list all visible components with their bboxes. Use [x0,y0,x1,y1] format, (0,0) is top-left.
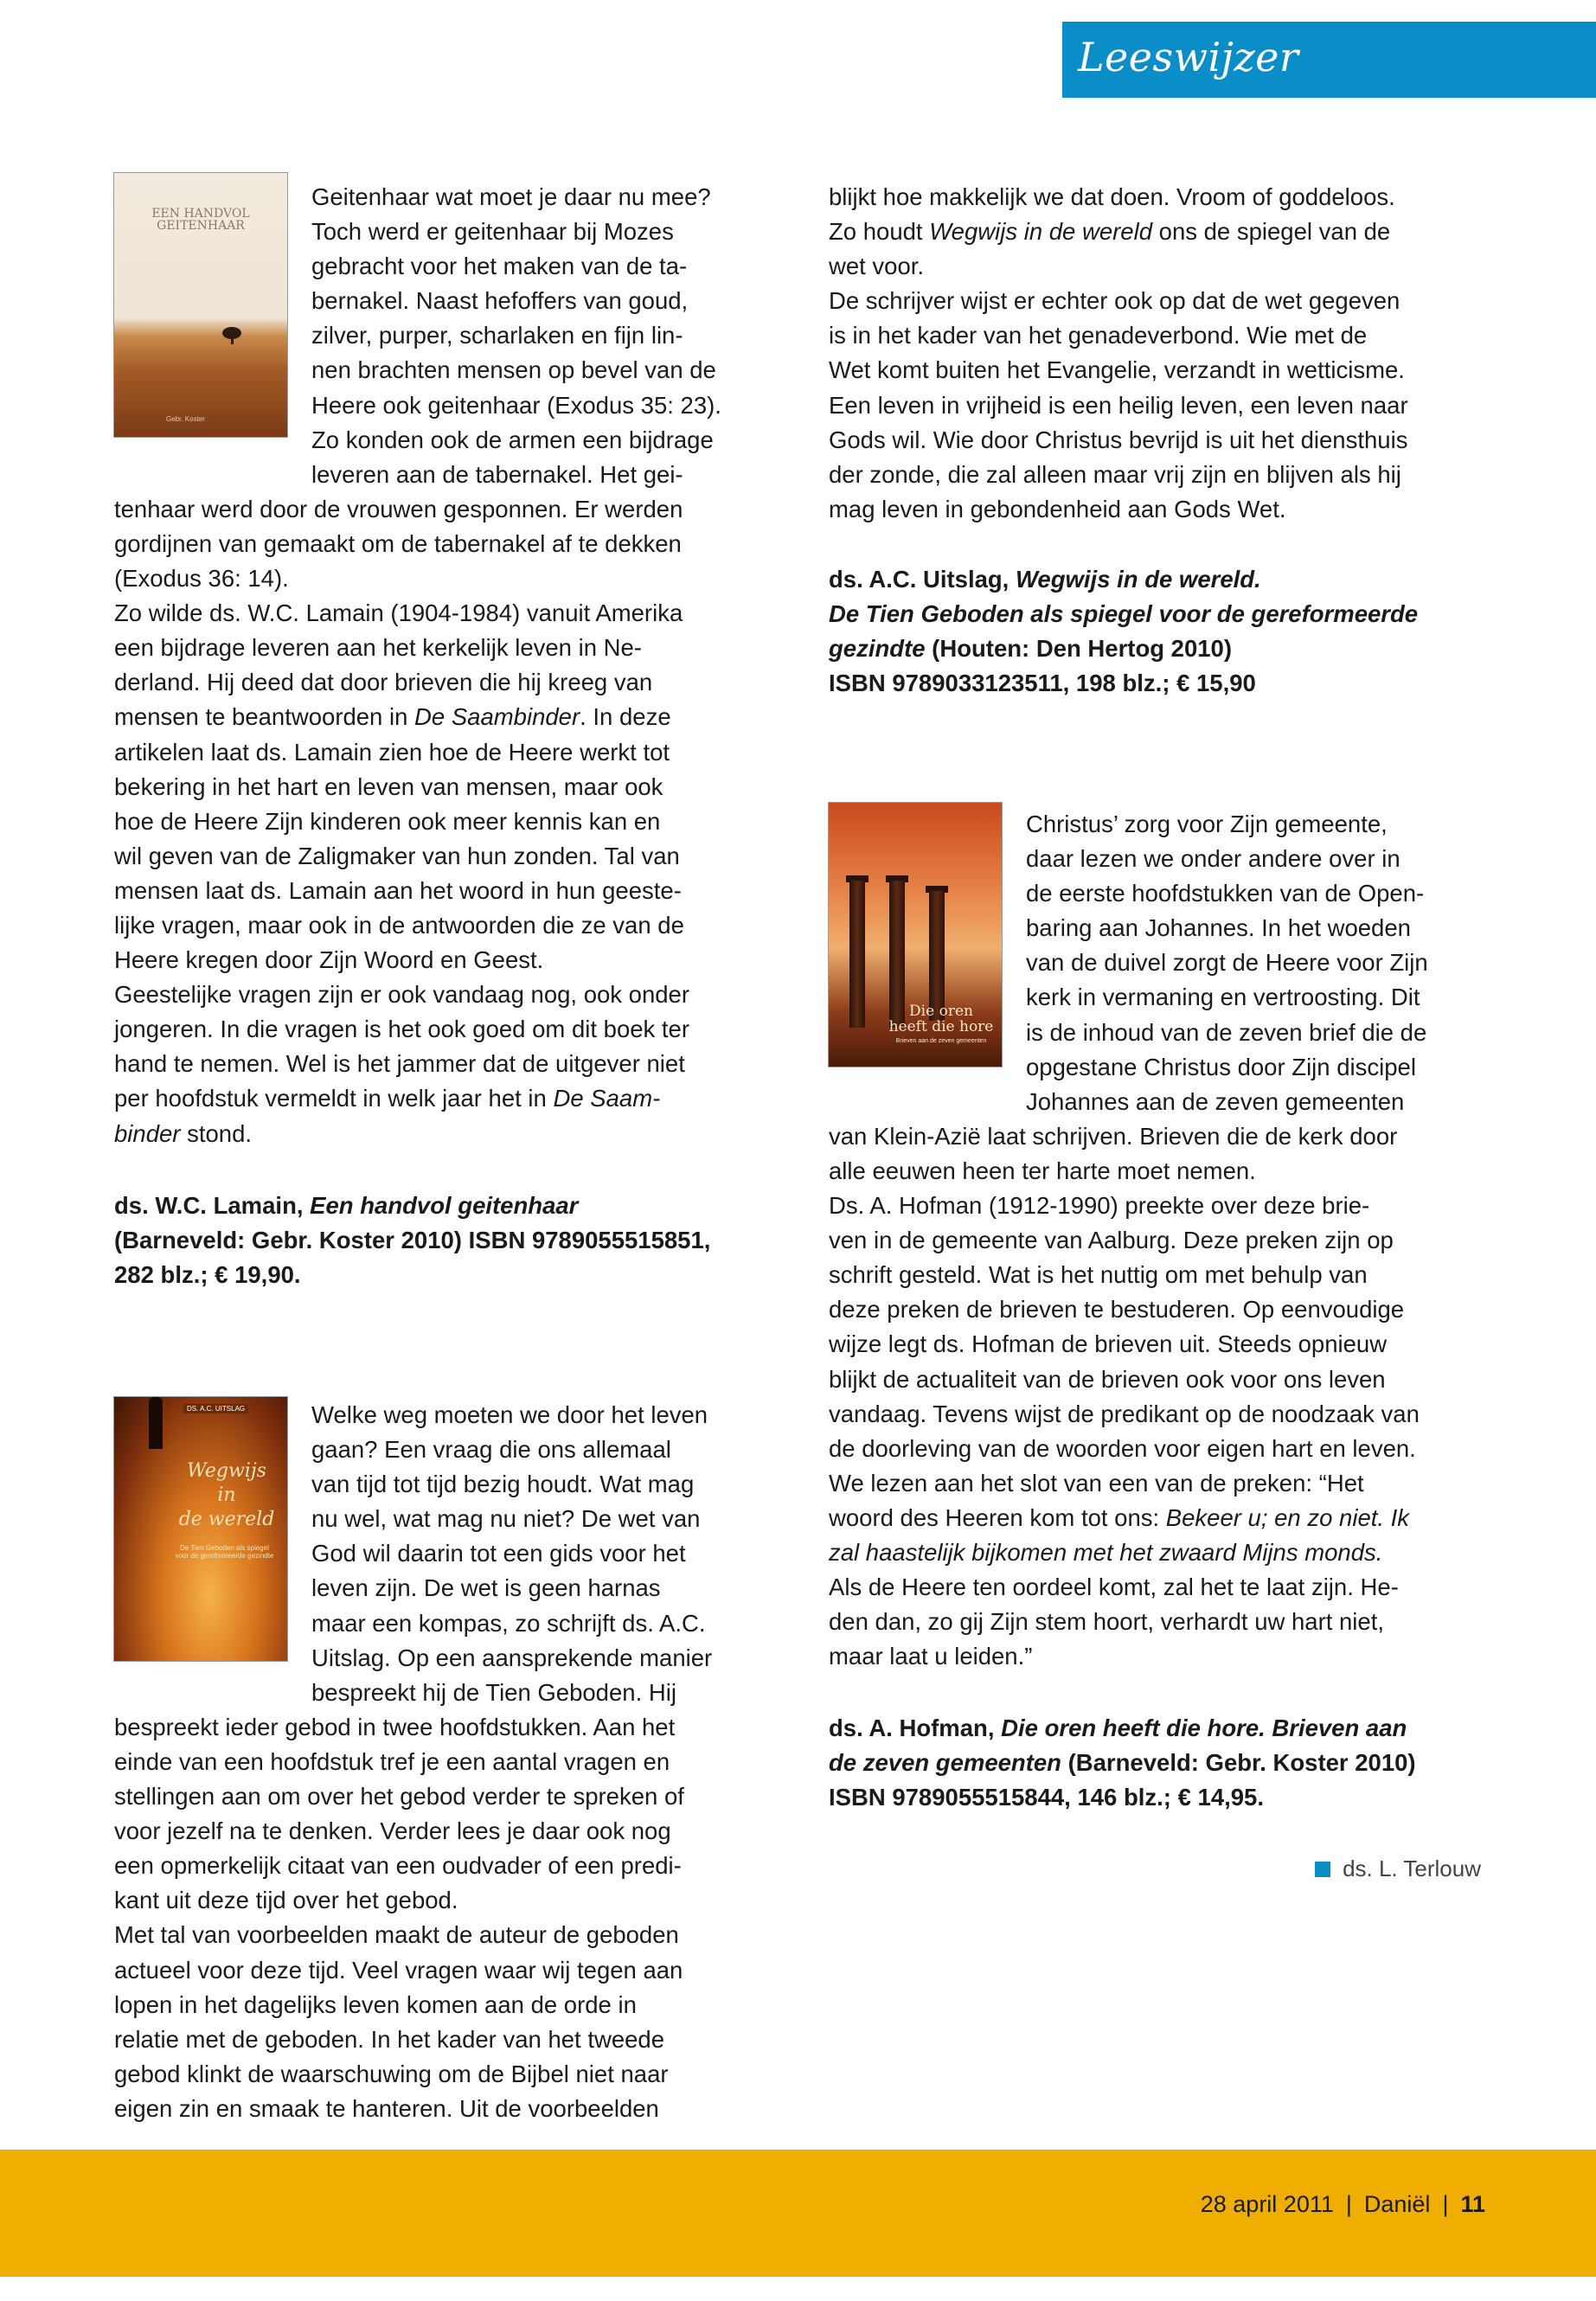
text: hoe de Heere Zijn kinderen ook meer kennis kan en [114,807,661,835]
text: God wil daarin tot een gids voor het [311,1540,686,1567]
text-line [114,1047,772,1081]
text: wet voor. [829,253,925,280]
text-line [114,1641,772,1676]
text-line [114,977,772,1012]
section-title: Leeswijzer [1078,34,1299,80]
text-line [114,1779,772,1814]
italic-text: zal haastelijk bijkomen met het zwaard Mijns monds. [829,1538,1383,1566]
text-line [114,1398,772,1433]
text: is de inhoud van de zeven brief die de [1026,1018,1427,1046]
cover-title: EEN HANDVOL GEITENHAAR [151,207,250,233]
text-line [114,249,772,284]
text: (Exodus 36: 14). [114,565,289,593]
text-line [829,423,1486,458]
text: . In deze [580,703,671,731]
italic-text: Een handvol geitenhaar [310,1192,579,1219]
text: bekering in het hart en leven van mensen, maar ook [114,772,663,800]
text: leveren aan de tabernakel. Het gei- [311,460,683,488]
text-line [114,839,772,874]
text-line [114,1258,772,1292]
text: der zonde, die zal alleen maar vrij zijn en blijven als hij [829,460,1401,488]
text: een bijdrage leveren aan het kerkelijk leven in Ne- [114,634,642,662]
text: (Barneveld: Gebr. Koster 2010) ISBN 9789055515851, [114,1227,711,1254]
text-line [829,1535,1486,1570]
text: van tijd tot tijd bezig houdt. Wat mag [311,1471,695,1498]
text-line [114,2057,772,2092]
review-lamain-text [114,180,772,1151]
text-line [829,1711,1486,1746]
text: Wet komt buiten het Evangelie, verzandt in wetticisme. [829,356,1405,384]
text: Welke weg moeten we door het leven [311,1401,708,1428]
text: stond. [180,1119,253,1147]
text: nen brachten mensen op bevel van de [311,356,716,384]
text-line [829,945,1486,980]
text-line [114,284,772,318]
text: deze preken de brieven te bestuderen. Op eenvoudige [829,1296,1405,1324]
text-line [114,874,772,908]
text-line [829,1223,1486,1258]
text-line [114,1988,772,2022]
text: blijkt de actualiteit van de brieven ook voor ons leven [829,1365,1386,1393]
text: gordijnen van gemaakt om de tabernakel af te dekken [114,529,682,557]
text-line [114,1467,772,1502]
italic-text: Wegwijs in de wereld. [1015,566,1261,593]
text: relatie met de geboden. In het kader van het tweede [114,2025,664,2053]
cover-title-line: heeft die hore [888,1018,994,1035]
text-line [829,492,1486,527]
text-line [114,2092,772,2126]
text-line [829,980,1486,1015]
text-line [829,842,1486,876]
text-line [114,735,772,770]
text-line [114,1536,772,1571]
italic-text: Die oren heeft die hore. Brieven aan [1001,1715,1407,1741]
cover-author: DS. A.C. UITSLAG [183,1404,248,1413]
text-line [114,458,772,492]
text-line [114,318,772,353]
text-line [829,1085,1486,1119]
text: wil geven van de Zaligmaker van hun zonden. Tal van [114,842,680,869]
text: We lezen aan het slot van een van de preken: “Het [829,1469,1364,1497]
text-line [114,215,772,249]
text: den dan, zo gij Zijn stem hoort, verhardt uw hart niet, [829,1608,1384,1636]
text-line [829,284,1486,318]
text: derland. Hij deed dat door brieven die hij kreeg van [114,669,653,696]
text: actueel voor deze tijd. Veel vragen waar wij tegen aan [114,1956,683,1984]
text: nu wel, wat mag nu niet? De wet van [311,1505,701,1533]
text: De schrijver wijst er echter ook op dat de wet gegeven [829,287,1401,315]
square-bullet-icon [1315,1862,1330,1877]
text: Christus’ zorg voor Zijn gemeente, [1026,811,1388,837]
text-line [829,215,1486,249]
cover-publisher: Gebr. Koster [166,415,205,423]
text-line [114,353,772,388]
text-line [114,1710,772,1745]
text: daar lezen we onder andere over in [1026,845,1401,873]
text-line [114,1223,772,1258]
text-line [829,597,1486,631]
text: ds. A. Hofman, [829,1715,1002,1741]
text-line [114,596,772,631]
text: van Klein-Azië laat schrijven. Brieven die de kerk door [829,1122,1398,1150]
text-line [829,911,1486,945]
text-line [114,561,772,596]
text: woord des Heeren kom tot ons: [829,1503,1166,1531]
text-line [829,1292,1486,1327]
text: bespreekt ieder gebod in twee hoofdstukken. Aan het [114,1713,676,1740]
text: de eerste hoofdstukken van de Open- [1026,880,1425,907]
text: Heere kregen door Zijn Woord en Geest. [114,946,544,974]
text: de doorleving van de woorden voor eigen hart en leven. [829,1434,1416,1462]
text-line [829,807,1486,842]
text-line [114,2022,772,2057]
text: Ds. A. Hofman (1912-1990) preekte over deze brie- [829,1192,1370,1220]
text: opgestane Christus door Zijn discipel [1026,1053,1416,1080]
text: tenhaar werd door de vrouwen gesponnen. Er werden [114,495,683,522]
text-line [829,1362,1486,1397]
text-line [114,492,772,527]
text: blijkt hoe makkelijk we dat doen. Vroom of goddeloos. [829,183,1395,210]
text: eigen zin en smaak te hanteren. Uit de voorbeelden [114,2094,659,2122]
text: Zo houdt [829,218,930,246]
magazine-name: Daniël [1363,2191,1431,2217]
text-line [829,458,1486,492]
text: ons de spiegel van de [1152,218,1391,246]
cover-title-line: Die oren [909,1003,973,1020]
text: kant uit deze tijd over het gebod. [114,1887,458,1914]
italic-text: binder [114,1119,181,1147]
text: lijke vragen, maar ook in de antwoorden die ze van de [114,911,684,939]
text: zilver, purper, scharlaken en fijn lin- [311,322,683,349]
text-line [829,1780,1486,1815]
text: bernakel. Naast hefoffers van goud, [311,287,689,315]
text: ven in de gemeente van Aalburg. Deze preken zijn op [829,1227,1394,1254]
text-line [114,665,772,700]
text-line [829,1327,1486,1362]
text-line [829,1050,1486,1085]
text-line [829,1570,1486,1605]
text: einde van een hoofdstuk tref je een aantal vragen en [114,1747,670,1775]
text-line [114,1814,772,1849]
text: van de duivel zorgt de Heere voor Zijn [1026,949,1428,977]
book-reference-uitslag [829,562,1486,701]
text: mag leven in gebondenheid aan Gods Wet. [829,495,1286,522]
text-line [829,180,1486,215]
text-line [829,353,1486,388]
italic-text: gezindte [829,635,926,663]
text-line [114,1953,772,1988]
text-line [114,1012,772,1047]
text: jongeren. In die vragen is het ook goed om dit boek ter [114,1016,690,1043]
text-line [829,249,1486,284]
cover-subtitle: De Tien Geboden als spiegel voor de gereformeerde gezindte [175,1544,274,1560]
text: stellingen aan om over het gebod verder te spreken of [114,1783,684,1811]
text: Een leven in vrijheid is een heilig leven, een leven naar [829,391,1408,419]
text: Heere ook geitenhaar (Exodus 35: 23). [311,391,721,419]
text: Zo wilde ds. W.C. Lamain (1904-1984) vanuit Amerika [114,599,683,627]
text: vandaag. Tevens wijst de predikant op de noodzaak van [829,1400,1420,1427]
text-line [829,666,1486,701]
text-line [114,1081,772,1116]
text: bespreekt hij de Tien Geboden. Hij [311,1678,676,1706]
text: Met tal van voorbeelden maakt de auteur de geboden [114,1921,679,1949]
italic-text: Bekeer u; en zo niet. Ik [1165,1503,1410,1531]
text-line [829,388,1486,423]
text: 282 blz.; € 19,90. [114,1261,301,1289]
text: Zo konden ook de armen een bijdrage [311,426,714,453]
text: is in het kader van het genadeverbond. Wie met de [829,322,1368,349]
text: alle eeuwen heen ter harte moet nemen. [829,1157,1256,1184]
text: gaan? Een vraag die ons allemaal [311,1436,671,1464]
text: Geestelijke vragen zijn er ook vandaag nog, ook onder [114,981,690,1009]
separator: | [1345,2191,1352,2217]
text-line [114,1883,772,1918]
text: voor jezelf na te denken. Verder lees je daar ook nog [114,1817,671,1845]
review-hofman-text [829,807,1486,1674]
author-name: ds. L. Terlouw [1343,1856,1481,1881]
text: baring aan Johannes. In het woeden [1026,914,1411,942]
text-line [114,1502,772,1536]
text: gebracht voor het maken van de ta- [311,253,688,280]
italic-text: De Saambinder [414,703,580,731]
text-line [829,631,1486,666]
cover-subtitle: Brieven aan de zeven gemeenten [895,1038,987,1044]
text: een opmerkelijk citaat van een oudvader of een predi- [114,1852,682,1880]
text-line [829,1746,1486,1780]
text: Uitslag. Op een aansprekende manier [311,1644,713,1671]
text-line [114,1676,772,1710]
text: maar laat u leiden.” [829,1643,1033,1670]
text: artikelen laat ds. Lamain zien hoe de Heere werkt tot [114,738,670,766]
text-line [114,770,772,804]
text-line [829,1432,1486,1466]
separator: | [1442,2191,1449,2217]
cover-title-line: de wereld [178,1509,275,1530]
text: ds. A.C. Uitslag, [829,566,1016,593]
text-line [114,1745,772,1779]
issue-date: 28 april 2011 [1200,2191,1334,2217]
text-line [114,804,772,839]
text: ISBN 9789055515844, 146 blz.; € 14,95. [829,1784,1264,1811]
text: gebod klinkt de waarschuwing om de Bijbel niet naar [114,2060,669,2087]
text-line [829,876,1486,911]
page-footer [0,2150,1596,2277]
book-reference-lamain [114,1189,772,1292]
text-line [114,631,772,665]
cover-title-line: in [217,1484,236,1506]
text-line [114,1571,772,1606]
text-line [114,527,772,561]
text: Johannes aan de zeven gemeenten [1026,1087,1405,1115]
text-line [114,700,772,734]
footer-info [1201,2191,1485,2218]
text-line [114,180,772,215]
text-line [114,388,772,423]
text-line [829,1605,1486,1639]
section-header-bar [1062,22,1596,98]
page-number: 11 [1460,2191,1485,2217]
text: leven zijn. De wet is geen harnas [311,1574,661,1602]
text-line [114,1606,772,1641]
text-line [114,423,772,458]
text: ds. W.C. Lamain, [114,1192,311,1219]
text-line [114,1918,772,1952]
review-uitslag-text [114,1398,772,2126]
text-line [829,1189,1486,1223]
text-line [114,1849,772,1883]
text: Als de Heere ten oordeel komt, zal het te laat zijn. He- [829,1574,1399,1601]
text-line [114,908,772,943]
text: Gods wil. Wie door Christus bevrijd is uit het diensthuis [829,426,1408,453]
text: lopen in het dagelijks leven komen aan de orde in [114,1990,637,2018]
text-line [829,318,1486,353]
text-line [829,1154,1486,1189]
italic-text: De Saam- [553,1085,661,1112]
text-line [829,1016,1486,1050]
text-line [829,1466,1486,1501]
text: Toch werd er geitenhaar bij Mozes [311,218,674,246]
text-line [114,1117,772,1151]
italic-text: Wegwijs in de wereld [929,218,1153,246]
text: per hoofdstuk vermeldt in welk jaar het in [114,1085,554,1112]
text-line [114,1433,772,1467]
text-line [829,1501,1486,1535]
text: (Houten: Den Hertog 2010) [925,635,1233,663]
italic-text: de zeven gemeenten [829,1749,1061,1777]
text: Geitenhaar wat moet je daar nu mee? [311,183,711,210]
article-author [1315,1851,1481,1886]
text: wijze legt ds. Hofman de brieven uit. Steeds opnieuw [829,1330,1388,1358]
text: (Barneveld: Gebr. Koster 2010) [1061,1749,1416,1777]
text-line [829,562,1486,597]
text-line [829,1397,1486,1432]
cover-title-line: Wegwijs [187,1460,266,1482]
text: mensen laat ds. Lamain aan het woord in hun geeste- [114,876,682,904]
text: kerk in vermaning en vertroosting. Dit [1026,984,1420,1011]
text: hand te nemen. Wel is het jammer dat de uitgever niet [114,1050,685,1078]
text-line [114,1189,772,1223]
book-reference-hofman [829,1711,1486,1815]
text-line [114,943,772,977]
text-line [829,1119,1486,1154]
text: schrift gesteld. Wat is het nuttig om met behulp van [829,1261,1368,1289]
text: maar een kompas, zo schrijft ds. A.C. [311,1609,706,1637]
review-uitslag-text-continued [829,180,1486,527]
text-line [829,1258,1486,1292]
text-line [829,1639,1486,1674]
text: ISBN 9789033123511, 198 blz.; € 15,90 [829,670,1256,697]
italic-text: De Tien Geboden als spiegel voor de gereformeerde [829,600,1419,628]
text: mensen te beantwoorden in [114,703,415,731]
